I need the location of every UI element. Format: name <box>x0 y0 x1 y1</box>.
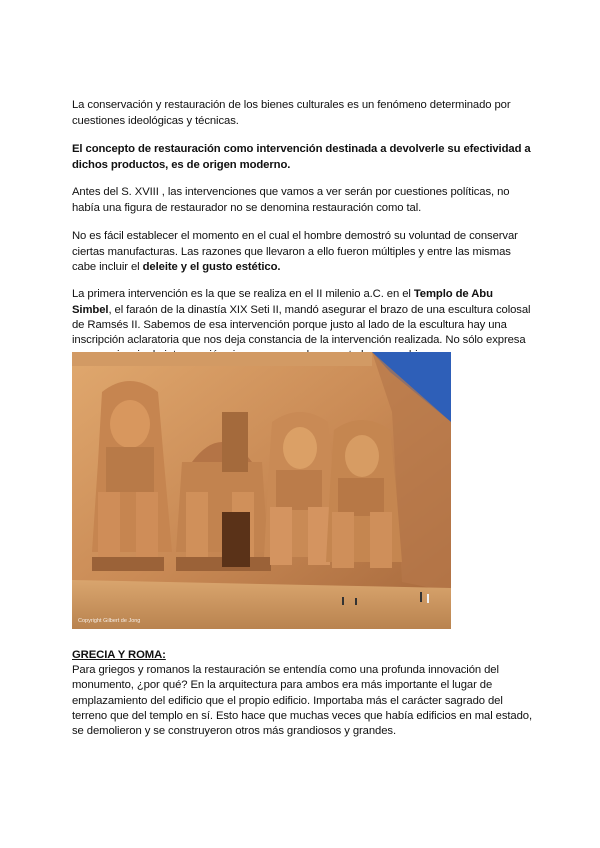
section-grecia-roma <box>72 648 532 739</box>
abu-simbel-photo <box>72 352 451 629</box>
colossus-4 <box>326 420 402 568</box>
paragraph-before-xviii: Antes del S. XVIII , las intervenciones que vamos a ver serán por cuestiones políticas, no había una figura de restaurador no se denomina restauración como tal. <box>72 186 510 214</box>
section-heading: GRECIA Y ROMA: <box>72 649 166 661</box>
section-body: Para griegos y romanos la restauración se entendía como una profunda innovación del monumento, ¿por qué? En la arquitectura para ambos era más importante el lugar de emplazamiento del edificio que el propio edificio. Importaba más el carácter sagrado del terreno que del templo en sí. Esto hace que muchas veces que había edificios en mal estado, se demolieron y se construyeron otros más grandiosos y grandes. <box>72 664 533 738</box>
abu-simbel-bold: Templo de Abu Simbel <box>72 288 493 316</box>
motivations-bold: deleite y el gusto estético. <box>142 260 281 273</box>
abu-simbel-illustration <box>72 352 451 629</box>
paragraph-concept-bold: El concepto de restauración como intervención destinada a devolverle su efectividad a dichos productos, es de origen moderno. <box>72 143 531 171</box>
abu-simbel-text-a: La primera intervención es la que se realiza en el II milenio a.C. en el <box>72 288 414 301</box>
temple-entrance <box>222 412 248 472</box>
paragraph-motivations <box>72 229 532 275</box>
abu-simbel-text-b: , el faraón de la dinastía XIX Seti II, mandó asegurar el brazo de una escultura colosal de Ramsés II. Sabemos de esa intervención porque justo al lado de la escultura hay una inscripción aclaratoria que nos deja constancia de la intervención realizada. No sólo expresa <box>72 303 531 346</box>
photo-copyright: Copyright Gilbert de Jong <box>78 618 141 624</box>
paragraph-intro: La conservación y restauración de los bienes culturales es un fenómeno determinado por cuestiones ideológicas y técnicas. <box>72 99 511 127</box>
motivations-text: No es fácil establecer el momento en el cual el hombre demostró su voluntad de conservar ciertas manufacturas. Las razones que llevaron a ello fueron múltiples y entre las mismas cabe incluir el <box>72 230 518 273</box>
